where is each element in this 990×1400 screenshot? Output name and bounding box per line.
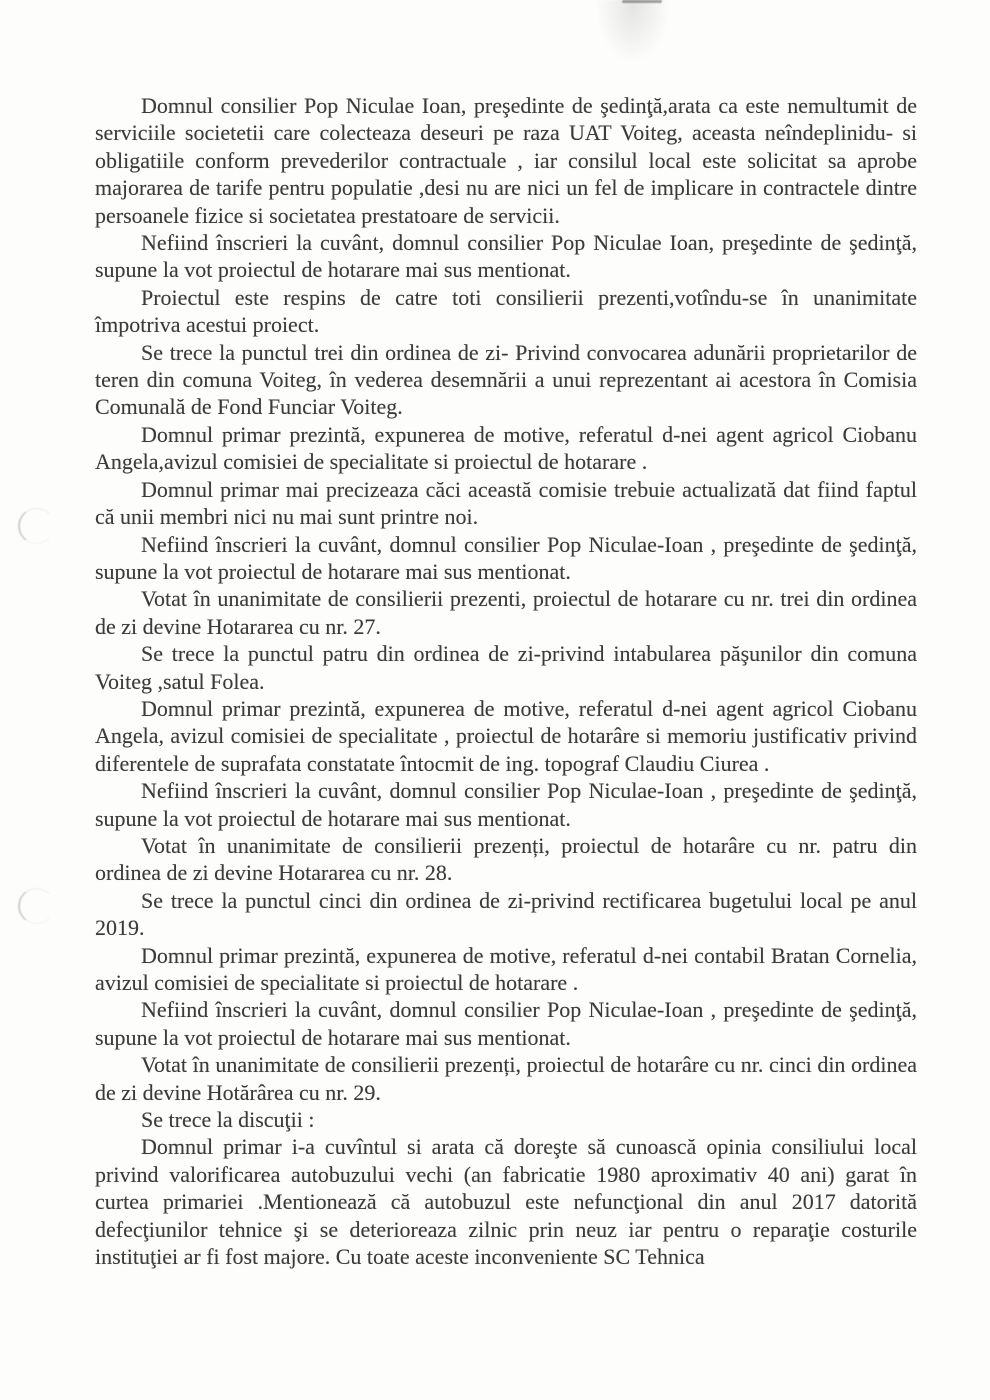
paragraph-vote-call: Nefiind înscrieri la cuvânt, domnul consilier Pop Niculae-Ioan , preşedinte de şedinţă, supune la vot proiectul de hotarare mai sus mentionat.: [95, 531, 917, 584]
document-body: [95, 92, 917, 1270]
paragraph-decision-29: Votat în unanimitate de consilierii prezenți, proiectul de hotarâre cu nr. cinci din ordinea de zi devine Hotărârea cu nr. 29.: [95, 1052, 917, 1105]
paragraph-bus-discussion: Domnul primar i-a cuvîntul si arata că doreşte să cunoască opinia consiliului local privind valorificarea autobuzului vechi (an fabricatie 1980 aproximativ 40 ani) garat în curtea primariei .Mentionează că autobuzul este nefuncţional din anul 2017 datorită defecţiunilor tehnice şi se deterioreaza zilnic prin neuz iar pentru o reparaţie costurile instituţiei ar fi fost majore. Cu toate aceste inconveniente SC Tehnica: [95, 1134, 917, 1270]
scan-smudge-artifact: [598, 0, 668, 60]
paragraph-discussions-heading: Se trece la discuţii :: [141, 1107, 315, 1133]
punch-hole-mark: [18, 888, 55, 924]
paragraph-agenda-item-four: Se trece la punctul patru din ordinea de zi-privind intabularea păşunilor din comuna Voiteg ,satul Folea.: [95, 641, 917, 694]
paragraph-statement-consilier: Domnul consilier Pop Niculae Ioan, preşedinte de şedinţă,arata ca este nemultumit de serviciile societetii care colecteaza deseuri pe raza UAT Voiteg, aceasta neîndeplinidu- si obligatiile conform prevederilor contractuale , iar consilul local este solicitat sa aprobe majorarea de tarife pentru populatie ,desi nu are nici un fel de implicare in contractele dintre persoanele fizice si societatea prestatoare de servicii.: [95, 93, 917, 228]
paragraph-vote-call: Nefiind înscrieri la cuvânt, domnul consilier Pop Niculae-Ioan , preşedinte de şedinţă, supune la vot proiectul de hotarare mai sus mentionat.: [95, 997, 917, 1050]
paragraph-mayor-presents: Domnul primar prezintă, expunerea de motive, referatul d-nei agent agricol Ciobanu Angela, avizul comisiei de specialitate , proiectul de hotarâre si memoriu justificativ privind diferentele de suprafata constatate întocmit de ing. topograf Claudiu Ciurea .: [95, 695, 917, 776]
paragraph-decision-28: Votat în unanimitate de consilierii prezenți, proiectul de hotarâre cu nr. patru din ordinea de zi devine Hotararea cu nr. 28.: [95, 832, 917, 886]
paragraph-decision-27: Votat în unanimitate de consilierii prezenti, proiectul de hotarare cu nr. trei din ordinea de zi devine Hotararea cu nr. 27.: [95, 586, 917, 639]
scan-edge-mark-artifact: [622, 0, 662, 3]
paragraph-agenda-item-five: Se trece la punctul cinci din ordinea de zi-privind rectificarea bugetului local pe anul 2019.: [95, 887, 917, 941]
paragraph-mayor-presents: Domnul primar prezintă, expunerea de motive, referatul d-nei contabil Bratan Cornelia, avizul comisiei de specialitate si proiectul de hotarare .: [95, 942, 917, 995]
paragraph-vote-call: Nefiind înscrieri la cuvânt, domnul consilier Pop Niculae-Ioan , preşedinte de şedinţă, supune la vot proiectul de hotarare mai sus mentionat.: [95, 778, 917, 831]
paragraph-agenda-item-three: Se trece la punctul trei din ordinea de zi- Privind convocarea adunării proprietarilor de teren din comuna Voiteg, în vederea desemnării a unui reprezentant ai acestora în Comisia Comunală de Fond Funciar Voiteg.: [95, 339, 917, 420]
punch-hole-mark: [18, 508, 55, 544]
paragraph-mayor-presents: Domnul primar prezintă, expunerea de motive, referatul d-nei agent agricol Ciobanu Angela,avizul comisiei de specialitate si proiectul de hotarare .: [95, 421, 917, 475]
paragraph-mayor-note: Domnul primar mai precizeaza căci această comisie trebuie actualizată dat fiind faptul că unii membri nici nu mai sunt printre noi.: [95, 476, 917, 530]
paragraph-vote-call: Nefiind înscrieri la cuvânt, domnul consilier Pop Niculae Ioan, preşedinte de şedinţă, supune la vot proiectul de hotarare mai sus mentionat.: [95, 230, 917, 283]
paragraph-project-rejected: Proiectul este respins de catre toti consilierii prezenti,votîndu-se în unanimitate împotriva acestui proiect.: [95, 284, 917, 338]
